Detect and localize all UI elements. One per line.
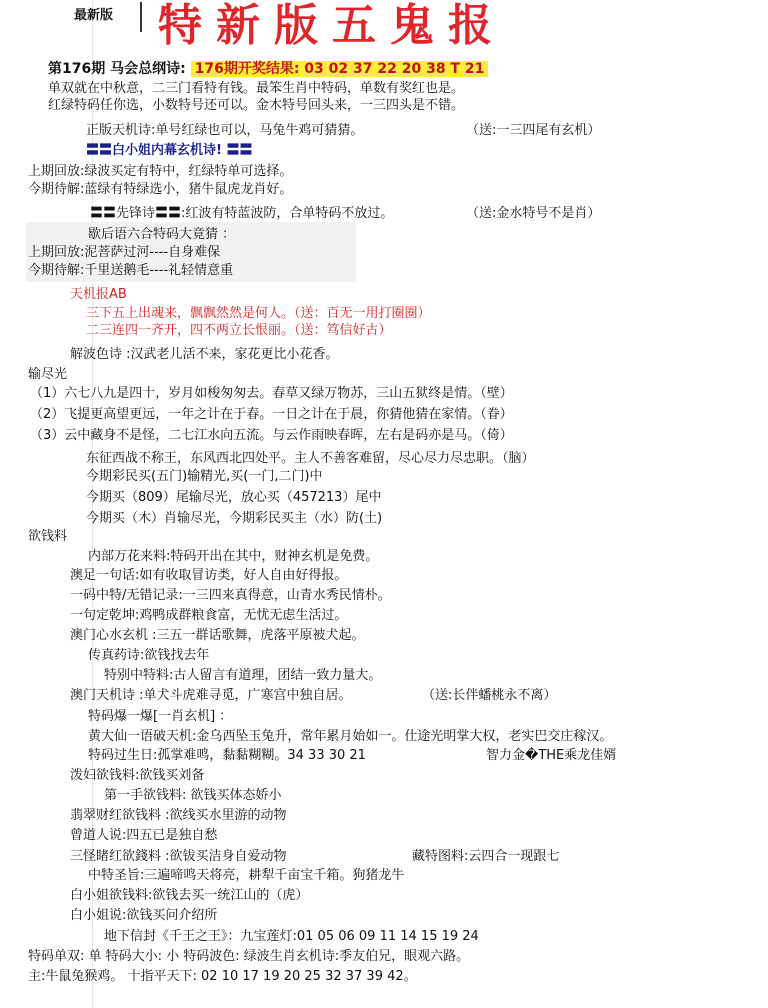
text-line: 正版天机诗:单号红绿也可以，马兔牛鸡可猜猜。 [86, 123, 364, 138]
text-line: 黄大仙一语破天机:金乌西坠玉兔升，常年累月始如一。仕途光明掌大权，老实巴交庄稼汉。 [88, 729, 613, 744]
text-line: 智力金�THE乘龙佳婿 [486, 748, 617, 763]
text-line: 特码过生日:孤掌难鸣，黏黏糊糊。34 33 30 21 [88, 748, 366, 763]
text-line: （送:长伴蟠桃永不离） [422, 688, 557, 703]
text-line: （送:一三四尾有玄机） [466, 123, 601, 138]
text-line: 解波色诗 :汉武老儿活不来，家花更比小花香。 [70, 347, 339, 362]
edition-label: 最新版 [74, 8, 114, 23]
section-heading: 天机报AB [70, 287, 127, 302]
text-line: 白小姐欲钱料:欲钱去买一统江山的（虎） [70, 888, 309, 903]
text-line: 今期买（809）尾输尽光，放心买（457213）尾中 [86, 490, 382, 505]
text-line: 今期彩民买(五门)输精光,买(一门,二门)中 [86, 469, 323, 484]
text-line: 内部万花来料:特码开出在其中，财神玄机是免费。 [88, 549, 379, 564]
text-line: 三下五上出魂来，飘飘然然是何人。（送：百无一用打圈圈） [86, 306, 431, 321]
draw-result-numbers: 03 02 37 22 20 38 T 21 [304, 61, 485, 77]
text-line: 特码单双: 单 特码大小: 小 特码波色: 绿波生肖玄机诗:季友伯兄，眼观六路。 [28, 949, 470, 964]
text-line: 一码中特/无错记录:一三四来真得意，山青水秀民情朴。 [70, 588, 391, 603]
text-line: （1）六七八九是四十，岁月如梭匆匆去。春草又绿万物苏，三山五狱终是情。（壁） [30, 386, 513, 401]
masthead-divider [140, 2, 142, 32]
poem-label: 马会总纲诗: [110, 61, 186, 77]
text-line: （3）云中藏身不是怪，二七江水向五流。与云作雨映春晖，左右是码亦是马。（倚） [30, 428, 513, 443]
section-heading: 输尽光 [28, 367, 68, 382]
text-line: 今期买（木）肖输尽光，今期彩民买主（水）防(土) [86, 511, 383, 526]
text-line: 澳门心水玄机 :三五一群话歌舞，虎落平原被犬起。 [70, 628, 365, 643]
text-line: 地下信封《千王之王》：九宝莲灯:01 05 06 09 11 14 15 19 24 [104, 929, 479, 944]
text-line: 传真药诗:欲钱找去年 [88, 648, 210, 663]
text-line: 东征西战不称王，东风西北四处平。主人不善客难留，尽心尽力尽忠职。（脑） [86, 451, 535, 466]
text-line: 泼妇欲钱料:欲钱买刘备 [70, 768, 205, 783]
text-line: 今期待解:千里送鹅毛----礼轻情意重 [28, 263, 234, 278]
text-line: （2）飞提更高望更远，一年之计在于春。一日之计在于晨，你猜他猜在家情。（眷） [30, 407, 513, 422]
text-line: 〓〓先锋诗〓〓:红波有特蓝波防，合单特码不放过。 [90, 206, 394, 221]
text-line: 主:牛鼠兔猴鸡。 十指平天下: 02 10 17 19 20 25 32 37 39 42。 [28, 969, 417, 984]
text-line: 今期待解:蓝绿有特绿选小，猪牛鼠虎龙肖好。 [28, 182, 293, 197]
section-heading: 欲钱料 [28, 529, 68, 544]
issue-header [48, 61, 488, 78]
text-line: 红绿特码任你选，小数特号还可以。金木特号回头来，一三四头是不错。 [48, 98, 465, 113]
text-line: 翡翠财红欲钱料 :欲线买水里游的动物 [70, 808, 287, 823]
issue-number: 第176期 [48, 61, 106, 77]
text-line: 藏特图料:云四合一现跟七 [412, 849, 560, 864]
text-line: 三怪睹红欲錢料 :欲钹买洁身自爱动物 [70, 849, 287, 864]
text-line: 澳门天机诗 :单犬斗虎难寻觅，广寒宫中独自居。 [70, 688, 352, 703]
text-line: 特别中特料:古人留言有道理，团结一致力量大。 [104, 668, 382, 683]
draw-result: 176期开奖结果: 03 02 37 22 20 38 T 21 [191, 61, 489, 77]
section-heading: 歇后语六合特码大竟猜 ： [88, 227, 236, 242]
text-line: 中特圣旨:三遍啼鸣天将亮，耕犁千亩宝千箱。狗猪龙牛 [88, 868, 405, 883]
text-line: 上期回放:绿波买定有特中，红绿特单可选择。 [28, 164, 293, 179]
text-line: （送:金水特号不是肖） [466, 206, 601, 221]
text-line: 特码爆一爆[一肖玄机] ： [88, 709, 233, 724]
text-line: 上期回放:泥菩萨过河----自身难保 [28, 245, 221, 260]
section-heading: 〓〓白小姐内幕玄机诗! 〓〓 [86, 143, 253, 158]
text-line: 澳足一句话:如有收取冒访类，好人自由好得报。 [70, 568, 348, 583]
text-line: 单双就在中秋意，二三门看特有钱。最笨生肖中特码，单数有奖红也是。 [48, 81, 465, 96]
text-line: 曾道人说:四五已是独自愁 [70, 828, 218, 843]
masthead-title: 特新版五鬼报 [158, 0, 506, 51]
text-line: 白小姐说:欲钱买问介绍所 [70, 908, 218, 923]
text-line: 一句定乾坤:鸡鸭成群粮食富，无忧无虑生活过。 [70, 608, 348, 623]
text-line: 第一手欲钱料: 欲钱买体态娇小 [104, 788, 282, 803]
text-line: 二三连四一齐开，四不两立长恨丽。（送：笃信好古） [86, 323, 392, 338]
